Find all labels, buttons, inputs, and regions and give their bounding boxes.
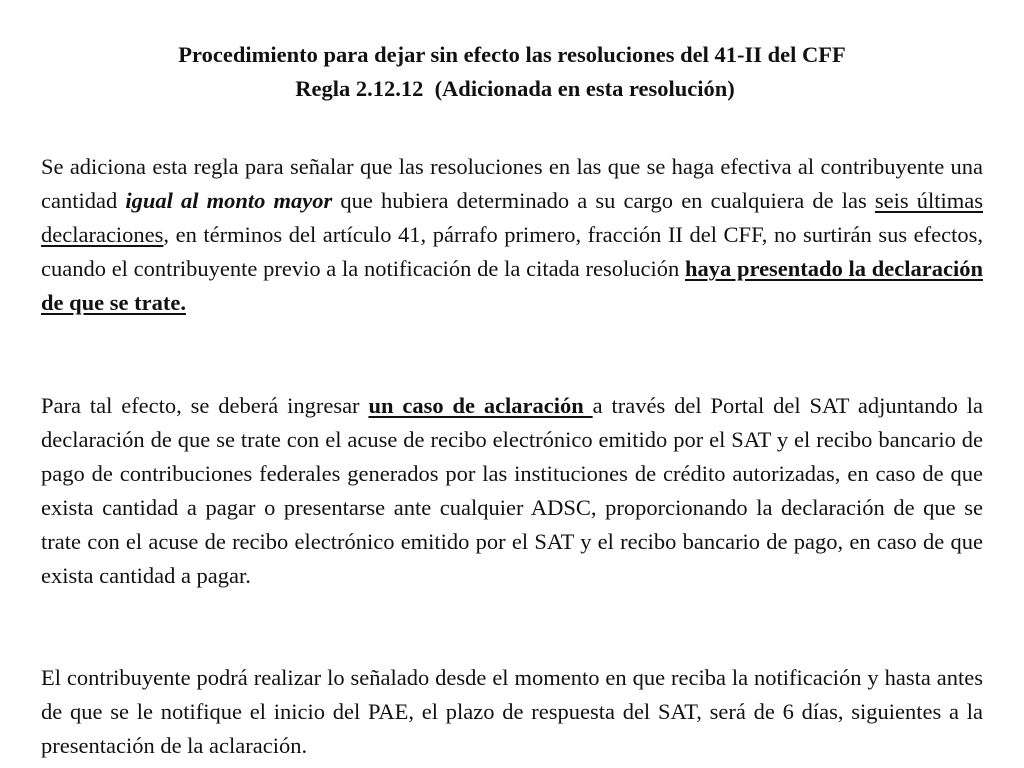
bold-underlined-phrase: un caso de aclaración bbox=[368, 393, 593, 418]
emphasis-bold-italic: igual al monto mayor bbox=[125, 188, 333, 213]
paragraph-3-text: El contribuyente podrá realizar lo señalado desde el momento en que reciba la notificación y hasta antes de que se le notifique el inicio del PAE, el plazo de respuesta del SAT, será de 6 días, siguientes a la presentación de la aclaración. bbox=[41, 665, 983, 758]
paragraph-3 bbox=[41, 661, 983, 763]
underlined-phrase: seis últimas declaraciones bbox=[41, 188, 984, 247]
title-line-1: Procedimiento para dejar sin efecto las resoluciones del 41-II del CFF bbox=[178, 42, 846, 67]
paragraph-1-text-c: , en términos del artículo 41, párrafo primero, fracción II del CFF, no surtirán sus efectos, cuando el contribuyente previo a la notificación de la citada resolución bbox=[41, 222, 983, 281]
paragraph-1-text-a: Se adiciona esta regla para señalar que las resoluciones en las que se haga efectiva al contribuyente una cantidad bbox=[41, 154, 983, 213]
paragraph-2 bbox=[41, 389, 983, 593]
paragraph-1 bbox=[41, 150, 983, 320]
slide-title bbox=[0, 38, 1024, 106]
bold-underlined-phrase: haya presentado la declaración de que se trate. bbox=[41, 256, 983, 315]
paragraph-1-text-b: que hubiera determinado a su cargo en cualquiera de las bbox=[332, 188, 875, 213]
title-line-2: Regla 2.12.12 (Adicionada en esta resolución) bbox=[295, 76, 735, 101]
paragraph-2-text-a: Para tal efecto, se deberá ingresar bbox=[41, 393, 369, 418]
paragraph-2-text-b: a través del Portal del SAT adjuntando la declaración de que se trate con el acuse de recibo electrónico emitido por el SAT y el recibo bancario de pago de contribuciones federales generados por las instituciones de crédito autorizadas, en caso de que exista cantidad a pagar o presentarse ante cualquier ADSC, proporcionando la declaración de que se trate con el acuse de recibo electrónico emitido por el SAT y el recibo bancario de pago, en caso de que exista cantidad a pagar. bbox=[41, 393, 984, 588]
